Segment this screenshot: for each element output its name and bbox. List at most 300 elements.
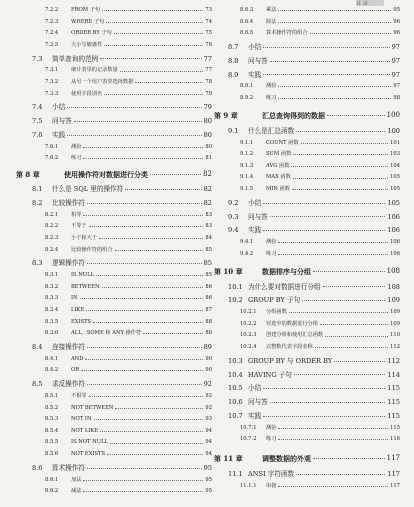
dot-leader (278, 10, 391, 11)
entry-title: 测验 (71, 143, 82, 150)
entry-title: ANSI 字符函数 (248, 470, 295, 479)
section-entry (214, 358, 400, 365)
dot-leader (291, 166, 388, 167)
section-entry (214, 372, 400, 379)
section-entry (16, 118, 212, 125)
entry-page-number: 88 (205, 318, 212, 325)
entry-title: 对选中的数据进行分组 (266, 320, 318, 327)
chapter-entry (16, 171, 212, 178)
subsection-entry (214, 84, 400, 89)
entry-number: 8.9.1 (240, 83, 254, 90)
entry-number: 7.3.2 (45, 79, 59, 86)
entry-page-number: 106 (390, 250, 400, 257)
entry-page-number: 109 (390, 320, 400, 327)
subsection-entry (16, 224, 212, 229)
dot-leader (296, 131, 385, 132)
entry-title: 练习 (266, 436, 277, 443)
entry-number: 8.3.1 (45, 272, 59, 278)
entry-number: 8.9.2 (240, 94, 254, 101)
entry-number: 10.2 (228, 296, 243, 305)
entry-page-number: 106 (387, 212, 400, 221)
entry-title: 统计表里的记录数量 (71, 67, 118, 74)
entry-title: IS NOT NULL (71, 439, 108, 446)
entry-title: 除法 (266, 18, 277, 25)
entry-page-number: 88 (205, 330, 212, 337)
dot-leader (278, 22, 391, 23)
entry-page-number: 105 (387, 198, 400, 207)
subsection-entry (214, 322, 400, 327)
entry-title: HAVING 子句 (248, 370, 292, 379)
dot-leader (86, 310, 203, 311)
entry-title: 求反操作符 (52, 380, 85, 389)
section-entry (214, 72, 400, 79)
dot-leader (80, 298, 204, 299)
entry-title: 实践 (248, 226, 262, 235)
entry-page-number: 83 (205, 211, 212, 218)
entry-number: 8.3.2 (45, 283, 59, 290)
subsection-entry (214, 240, 400, 245)
entry-number: 7.3.1 (45, 67, 59, 74)
entry-title: EXISTS (71, 318, 92, 325)
subsection-entry (16, 331, 212, 336)
subsection-entry (16, 308, 212, 313)
chapter-entry (214, 268, 400, 275)
entry-title: 汇总查询得到的数据 (262, 110, 325, 120)
entry-number: 10.2.4 (240, 344, 257, 351)
dot-leader (302, 300, 385, 301)
dot-leader (263, 74, 389, 75)
subsection-entry (16, 452, 212, 457)
entry-page-number: 92 (203, 380, 212, 389)
entry-number: 9.1 (228, 126, 239, 135)
dot-leader (315, 347, 388, 348)
subsection-entry (214, 437, 400, 442)
entry-title: AVG 函数 (266, 162, 290, 169)
dot-leader (115, 408, 203, 409)
entry-number: 8.3.5 (45, 318, 59, 325)
dot-leader (323, 286, 386, 287)
entry-number: 8.5.6 (45, 451, 59, 458)
entry-page-number: 101 (390, 139, 400, 146)
section-entry (214, 471, 400, 478)
dot-leader (67, 135, 201, 136)
entry-page-number: 114 (387, 370, 400, 379)
entry-page-number: 79 (203, 103, 212, 112)
entry-page-number: 86 (205, 283, 212, 290)
entry-page-number: 117 (390, 482, 400, 489)
subsection-entry (214, 175, 400, 180)
section-entry (214, 44, 400, 51)
subsection-entry (16, 417, 212, 422)
entry-title: 使用字段别名 (71, 90, 103, 97)
entry-number: 10.6 (228, 398, 243, 407)
entry-page-number: 95 (393, 7, 400, 13)
entry-number: 7.2.2 (45, 7, 59, 13)
entry-page-number: 112 (390, 344, 400, 351)
entry-number: 8.2.1 (45, 211, 59, 218)
dot-leader (94, 419, 204, 420)
entry-page-number: 117 (387, 470, 400, 479)
dot-leader (85, 359, 203, 360)
entry-title: 比较操作符的组合 (71, 246, 113, 253)
entry-number: 8.5.2 (45, 404, 59, 411)
entry-number: 8.5.1 (45, 392, 59, 399)
entry-title: 什么是汇总函数 (248, 126, 295, 135)
entry-title: MAX 函数 (266, 174, 291, 181)
section-entry (214, 413, 400, 420)
entry-page-number: 115 (387, 411, 400, 420)
entry-page-number: 75 (205, 30, 212, 37)
entry-page-number: 95 (203, 463, 212, 472)
section-entry (214, 214, 400, 221)
dot-leader (87, 384, 202, 385)
entry-page-number: 100 (387, 126, 400, 135)
entry-number: 9.2 (228, 198, 239, 207)
entry-title: FROM 子句 (71, 7, 101, 13)
entry-number: 8.2.4 (45, 246, 59, 253)
entry-title: 问与答 (248, 212, 268, 221)
dot-leader (278, 439, 388, 440)
dot-leader (87, 263, 202, 264)
subsection-entry (214, 96, 400, 101)
entry-title: 问与答 (248, 398, 268, 407)
entry-title: 练习 (71, 155, 82, 162)
subsection-entry (214, 152, 400, 157)
entry-number: 9.1.2 (240, 151, 254, 158)
entry-title: IS NULL (71, 272, 95, 278)
entry-page-number: 97 (393, 83, 400, 90)
subsection-entry (16, 43, 212, 48)
entry-title: 不等于 (71, 223, 87, 230)
entry-number: 8.6.5 (240, 30, 254, 37)
dot-leader (289, 312, 388, 313)
subsection-entry (16, 296, 212, 301)
entry-page-number: 110 (390, 332, 400, 339)
dot-leader (107, 454, 203, 455)
entry-title: 创建分组和使用汇总函数 (266, 332, 324, 339)
entry-page-number: 78 (205, 79, 212, 86)
entry-number: 7.3.3 (45, 90, 59, 97)
entry-title: 什么是 SQL 里的操作符 (52, 185, 124, 194)
dot-leader (115, 250, 204, 251)
entry-page-number: 82 (203, 170, 212, 179)
entry-page-number: 85 (205, 272, 212, 278)
entry-title: GROUP BY 与 ORDER BY (248, 356, 333, 365)
entry-page-number: 100 (386, 110, 400, 119)
entry-number: 9.4.1 (240, 239, 254, 246)
entry-number: 10.5 (228, 384, 243, 393)
dot-leader (89, 396, 204, 397)
entry-number: 11.1.1 (240, 482, 257, 489)
entry-number: 8.3.3 (45, 295, 59, 302)
entry-page-number: 77 (203, 54, 212, 63)
entry-number: 10.7.2 (240, 436, 257, 443)
entry-number: 10.3 (228, 356, 243, 365)
dot-leader (110, 443, 203, 444)
subsection-entry (16, 8, 212, 13)
entry-number: 7.6.1 (45, 143, 59, 150)
entry-page-number: 83 (205, 223, 212, 230)
entry-number: 第 11 章 (214, 454, 243, 464)
subsection-entry (214, 345, 400, 350)
subsection-entry (214, 426, 400, 431)
entry-title: 以整数代表字段名称 (266, 344, 313, 351)
entry-number: 8.7 (228, 43, 239, 52)
subsection-entry (16, 145, 212, 150)
entry-page-number: 97 (391, 70, 400, 79)
entry-title: 练习 (266, 250, 277, 257)
entry-title: OR (71, 367, 80, 374)
entry-page-number: 105 (390, 186, 400, 193)
dot-leader (292, 189, 388, 190)
entry-page-number: 82 (203, 198, 212, 207)
subsection-entry (214, 252, 400, 257)
entry-title: 加法 (71, 476, 82, 483)
dot-leader (296, 474, 385, 475)
entry-title: MIN 函数 (266, 186, 290, 193)
entry-page-number: 80 (203, 131, 212, 140)
entry-number: 9.1.4 (240, 174, 254, 181)
section-entry (214, 227, 400, 234)
subsection-entry (16, 92, 212, 97)
subsection-entry (16, 394, 212, 399)
dot-leader (104, 45, 203, 46)
dot-leader (100, 431, 203, 432)
entry-page-number: 104 (390, 162, 400, 169)
entry-title: LIKE (71, 306, 85, 313)
entry-number: 8.5.5 (45, 439, 59, 446)
entry-number: 10.2.1 (240, 309, 257, 316)
entry-title: 串接 (266, 482, 277, 489)
subsection-entry (214, 310, 400, 315)
entry-title: SUM 函数 (266, 151, 292, 158)
entry-title: 从另一个用户表里选择数据 (71, 79, 134, 86)
section-entry (214, 128, 400, 135)
entry-title: NOT BETWEEN (71, 404, 114, 411)
entry-number: 9.1.1 (240, 139, 254, 146)
dot-leader (301, 143, 388, 144)
entry-number: 8.3.6 (45, 330, 59, 337)
dot-leader (125, 189, 201, 190)
subsection-entry (16, 236, 212, 241)
section-entry (214, 385, 400, 392)
entry-number: 8.4.1 (45, 355, 59, 362)
section-entry (16, 104, 212, 111)
entry-title: 减法 (71, 488, 82, 495)
entry-number: 10.2.2 (240, 320, 257, 327)
entry-title: 小结 (248, 43, 262, 52)
entry-page-number: 90 (205, 355, 212, 362)
entry-number: 第 9 章 (214, 110, 238, 120)
entry-page-number: 80 (205, 143, 212, 150)
section-entry (214, 399, 400, 406)
entry-number: 7.2.3 (45, 18, 59, 25)
entry-page-number: 80 (203, 117, 212, 126)
entry-page-number: 89 (203, 343, 212, 352)
entry-page-number: 93 (205, 416, 212, 423)
entry-page-number: 76 (205, 41, 212, 48)
entry-title: WHERE 子句 (71, 18, 105, 25)
entry-number: 8.1 (32, 185, 43, 194)
entry-number: 7.4 (32, 103, 43, 112)
entry-title: 为什么要对数据进行分组 (248, 282, 321, 291)
section-entry (16, 132, 212, 139)
entry-number: 8.5 (32, 380, 43, 389)
subsection-entry (16, 273, 212, 278)
entry-page-number: 84 (205, 234, 212, 241)
entry-number: 8.6.1 (45, 476, 59, 483)
entry-page-number: 116 (390, 436, 400, 443)
entry-page-number: 74 (205, 18, 212, 25)
entry-page-number: 85 (203, 259, 212, 268)
dot-leader (278, 98, 391, 99)
entry-number: 8.3.4 (45, 306, 59, 313)
dot-leader (325, 336, 388, 337)
section-entry (16, 200, 212, 207)
entry-title: 乘法 (266, 7, 277, 13)
dot-leader (327, 115, 385, 116)
chapter-entry (214, 112, 400, 119)
entry-number: 7.2.5 (45, 41, 59, 48)
entry-title: 调整数据的外观 (262, 454, 311, 464)
entry-number: 7.5 (32, 117, 43, 126)
dot-leader (310, 33, 392, 34)
subsection-entry (16, 406, 212, 411)
entry-number: 8.5.4 (45, 427, 59, 434)
entry-title: 算术操作符的组合 (266, 30, 308, 37)
entry-number: 9.3 (228, 212, 239, 221)
dot-leader (87, 468, 202, 469)
entry-number: 10.7 (228, 411, 243, 420)
entry-page-number: 97 (391, 43, 400, 52)
entry-title: ALL、SOME 和 ANY 操作符 (71, 330, 142, 337)
entry-page-number: 115 (387, 398, 400, 407)
entry-title: 小结 (52, 103, 66, 112)
entry-page-number: 77 (205, 67, 212, 74)
entry-title: NOT IN (71, 416, 92, 423)
entry-page-number: 117 (386, 454, 400, 463)
dot-leader (320, 324, 388, 325)
dot-leader (104, 94, 203, 95)
section-entry (214, 58, 400, 65)
section-entry (16, 186, 212, 193)
entry-title: BETWEEN (71, 283, 100, 290)
entry-number: 8.6.4 (240, 18, 254, 25)
dot-leader (93, 322, 203, 323)
dot-leader (270, 61, 390, 62)
dot-leader (263, 230, 385, 231)
subsection-entry (16, 478, 212, 483)
entry-title: NOT EXISTS (71, 451, 105, 458)
entry-page-number: 106 (390, 239, 400, 246)
subsection-entry (16, 20, 212, 25)
entry-number: 8.2.3 (45, 234, 59, 241)
entry-page-number: 85 (205, 246, 212, 253)
entry-number: 9.4 (228, 226, 239, 235)
entry-page-number: 108 (386, 266, 400, 275)
subsection-entry (16, 213, 212, 218)
running-header: 目 录 (356, 0, 384, 6)
dot-leader (293, 154, 388, 155)
chapter-entry (214, 455, 400, 462)
entry-number: 第 10 章 (214, 266, 243, 276)
dot-leader (278, 428, 388, 429)
section-entry (16, 465, 212, 472)
dot-leader (278, 242, 388, 243)
entry-page-number: 73 (205, 7, 212, 13)
section-entry (214, 284, 400, 291)
entry-number: 7.6 (32, 131, 43, 140)
entry-page-number: 92 (205, 392, 212, 399)
dot-leader (293, 178, 388, 179)
entry-page-number: 94 (205, 439, 212, 446)
entry-page-number: 81 (205, 155, 212, 162)
subsection-entry (16, 80, 212, 85)
entry-title: 小结 (248, 198, 262, 207)
subsection-entry (16, 357, 212, 362)
subsection-entry (16, 429, 212, 434)
entry-title: 小结 (248, 384, 262, 393)
entry-title: 使用操作符对数据进行分类 (64, 170, 148, 180)
entry-number: 8.2.2 (45, 223, 59, 230)
entry-title: COUNT 函数 (266, 139, 299, 146)
dot-leader (74, 121, 202, 122)
subsection-entry (214, 20, 400, 25)
entry-number: 8.8 (228, 56, 239, 65)
entry-title: 分组函数 (266, 309, 287, 316)
entry-number: 第 8 章 (16, 170, 40, 180)
section-entry (16, 344, 212, 351)
entry-number: 7.2.4 (45, 30, 59, 37)
dot-leader (263, 416, 385, 417)
section-entry (16, 381, 212, 388)
dot-leader (294, 374, 386, 375)
entry-title: ORDER BY 子句 (71, 30, 112, 37)
dot-leader (313, 271, 385, 272)
dot-leader (278, 254, 388, 255)
entry-title: GROUP BY 子句 (248, 296, 301, 305)
entry-page-number: 95 (205, 488, 212, 495)
entry-number: 10.7.1 (240, 424, 257, 431)
entry-title: 实践 (248, 70, 262, 79)
entry-number: 8.6 (32, 463, 43, 472)
entry-number: 7.3 (32, 54, 43, 63)
entry-title: 算术操作符 (52, 463, 85, 472)
dot-leader (67, 107, 201, 108)
entry-number: 8.5.3 (45, 416, 59, 423)
dot-leader (114, 33, 204, 34)
entry-page-number: 105 (390, 174, 400, 181)
dot-leader (102, 287, 204, 288)
dot-leader (83, 480, 203, 481)
dot-leader (106, 22, 203, 23)
subsection-entry (214, 333, 400, 338)
entry-page-number: 86 (205, 295, 212, 302)
entry-page-number: 98 (393, 94, 400, 101)
entry-number: 8.4.2 (45, 367, 59, 374)
dot-leader (89, 226, 204, 227)
entry-title: 问与答 (248, 56, 268, 65)
entry-number: 8.2 (32, 198, 43, 207)
subsection-entry (16, 320, 212, 325)
entry-page-number: 94 (205, 451, 212, 458)
entry-title: 不相等 (71, 392, 87, 399)
dot-leader (270, 216, 386, 217)
dot-leader (120, 71, 204, 72)
entry-page-number: 109 (390, 309, 400, 316)
subsection-entry (214, 141, 400, 146)
subsection-entry (16, 248, 212, 253)
